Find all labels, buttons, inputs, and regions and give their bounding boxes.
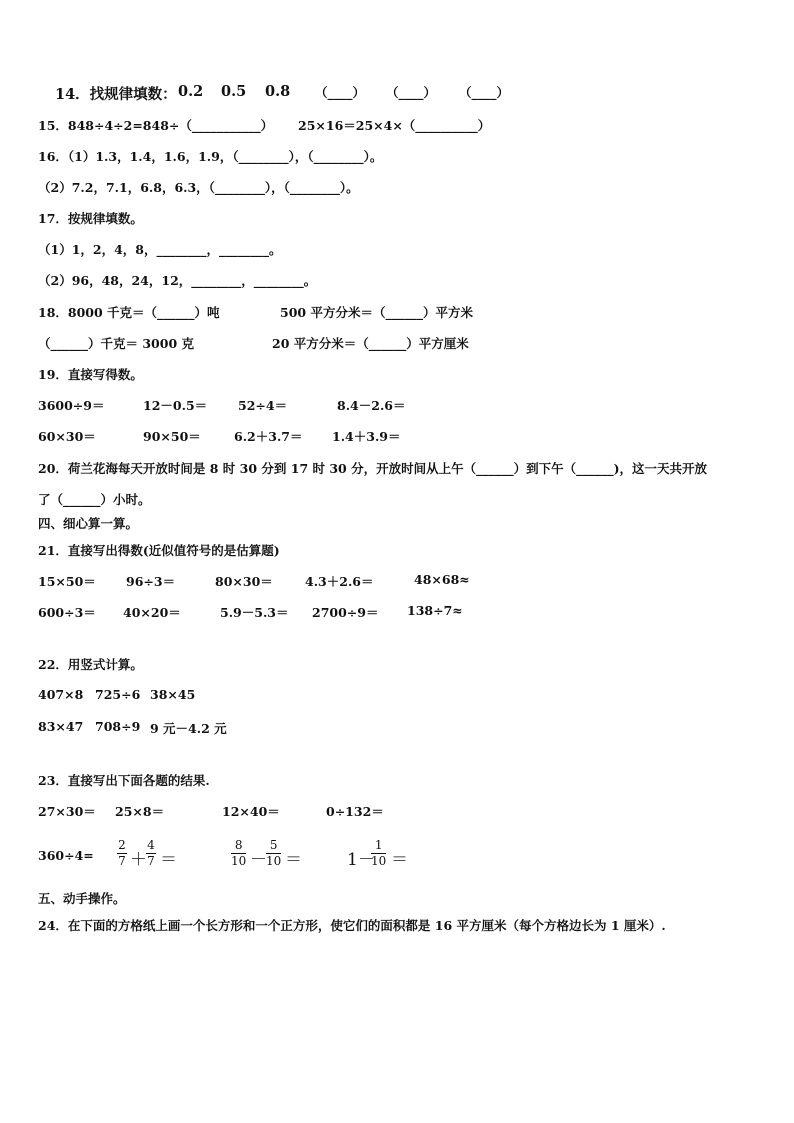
q22-item: 725÷6 xyxy=(95,687,141,702)
q21-item: 4.3＋2.6＝ xyxy=(305,574,374,589)
numerator: 4 xyxy=(147,838,155,852)
q21-item: 80×30＝ xyxy=(215,574,273,589)
equals-sign: ＝ xyxy=(391,850,408,870)
q20-text-2: 了（______）小时。 xyxy=(38,492,151,507)
q18-part-a: 18．8000 千克＝（______）吨 xyxy=(38,305,220,320)
q14-value-2: 0.5 xyxy=(221,83,247,100)
q14-value-3: 0.8 xyxy=(265,83,291,100)
fraction-1-10 xyxy=(371,839,386,868)
q15-part-a: 15．848÷4÷2=848÷（___________） xyxy=(38,118,274,133)
section-4-heading: 四、细心算一算。 xyxy=(38,516,139,531)
denominator: 7 xyxy=(118,854,126,868)
plus-sign: ＋ xyxy=(130,850,147,870)
numerator: 8 xyxy=(234,838,243,852)
equals-sign: ＝ xyxy=(285,850,302,870)
q22-item: 83×47 xyxy=(38,719,84,734)
q19-item: 52÷4＝ xyxy=(238,398,288,413)
q21-item: 40×20＝ xyxy=(123,605,181,620)
q22-item: 708÷9 xyxy=(95,719,141,734)
q17-part-1: （1）1，2，4，8，________，________。 xyxy=(38,242,282,257)
equals-sign: ＝ xyxy=(160,850,177,870)
q19-item: 8.4－2.6＝ xyxy=(337,398,406,413)
denominator: 10 xyxy=(231,854,247,868)
q14-blank-2[interactable]: （____） xyxy=(386,85,437,100)
numerator: 2 xyxy=(118,838,126,852)
fraction-8-10 xyxy=(231,839,246,868)
q14-value-1: 0.2 xyxy=(178,83,204,100)
whole-minus: 1－ xyxy=(347,850,375,870)
q20-text-1: 20．荷兰花海每天开放时间是 8 时 30 分到 17 时 30 分，开放时间从上午（______）到下午（______)，这一天共开放 xyxy=(38,461,708,476)
q19-item: 90×50＝ xyxy=(143,429,201,444)
q22-item: 9 元－4.2 元 xyxy=(150,721,227,736)
q21-item: 5.9－5.3＝ xyxy=(220,605,289,620)
q19-item: 1.4＋3.9＝ xyxy=(332,429,401,444)
q14-blank-3[interactable]: （____） xyxy=(459,85,510,100)
q24-text: 24．在下面的方格纸上画一个长方形和一个正方形，使它们的面积都是 16 平方厘米（每个方格边长为 1 厘米）. xyxy=(38,918,666,933)
q22-title: 22．用竖式计算。 xyxy=(38,657,143,672)
q23-title: 23．直接写出下面各题的结果. xyxy=(38,773,210,788)
q19-item: 12－0.5＝ xyxy=(143,398,208,413)
q21-item: 138÷7≈ xyxy=(407,603,463,618)
q19-title: 19．直接写得数。 xyxy=(38,367,143,382)
q23-item: 27×30＝ xyxy=(38,804,96,819)
q18-part-c: （______）千克＝ 3000 克 xyxy=(38,336,194,351)
fraction-5-10 xyxy=(266,839,281,868)
fraction-4-7 xyxy=(146,839,156,868)
q16-part-1: 16．（1）1.3，1.4，1.6，1.9，（________），（________）。 xyxy=(38,149,383,164)
q18-part-b: 500 平方分米＝（______）平方米 xyxy=(280,305,473,320)
q21-item: 96÷3＝ xyxy=(126,574,176,589)
q16-part-2: （2）7.2，7.1，6.8，6.3，（________），（________）。 xyxy=(38,180,359,195)
q21-item: 2700÷9＝ xyxy=(312,605,379,620)
q21-item: 48×68≈ xyxy=(414,572,470,587)
q22-item: 38×45 xyxy=(150,687,196,702)
numerator: 1 xyxy=(374,838,383,852)
section-5-heading: 五、动手操作。 xyxy=(38,891,126,906)
q19-item: 6.2＋3.7＝ xyxy=(234,429,303,444)
q21-item: 15×50＝ xyxy=(38,574,96,589)
q21-item: 600÷3＝ xyxy=(38,605,96,620)
q19-item: 3600÷9＝ xyxy=(38,398,105,413)
numerator: 5 xyxy=(269,838,278,852)
denominator: 7 xyxy=(147,854,155,868)
q21-title: 21．直接写出得数(近似值符号的是估算题) xyxy=(38,543,280,558)
q19-item: 60×30＝ xyxy=(38,429,96,444)
q23-item: 360÷4= xyxy=(38,848,94,863)
q23-item: 12×40＝ xyxy=(222,804,280,819)
q22-item: 407×8 xyxy=(38,687,84,702)
q23-item: 25×8＝ xyxy=(115,804,165,819)
q18-part-d: 20 平方分米＝（______）平方厘米 xyxy=(272,336,469,351)
q17-part-2: （2）96，48，24，12，________，________。 xyxy=(38,273,317,288)
denominator: 10 xyxy=(371,854,387,868)
q14-label: 14．找规律填数： xyxy=(55,86,177,103)
minus-sign: － xyxy=(250,850,267,870)
q23-item: 0÷132＝ xyxy=(326,804,384,819)
fraction-2-7 xyxy=(117,839,127,868)
q15-part-b: 25×16＝25×4×（__________） xyxy=(298,118,491,133)
q17-title: 17．按规律填数。 xyxy=(38,211,143,226)
denominator: 10 xyxy=(266,854,282,868)
q14-blank-1[interactable]: （____） xyxy=(315,85,366,100)
